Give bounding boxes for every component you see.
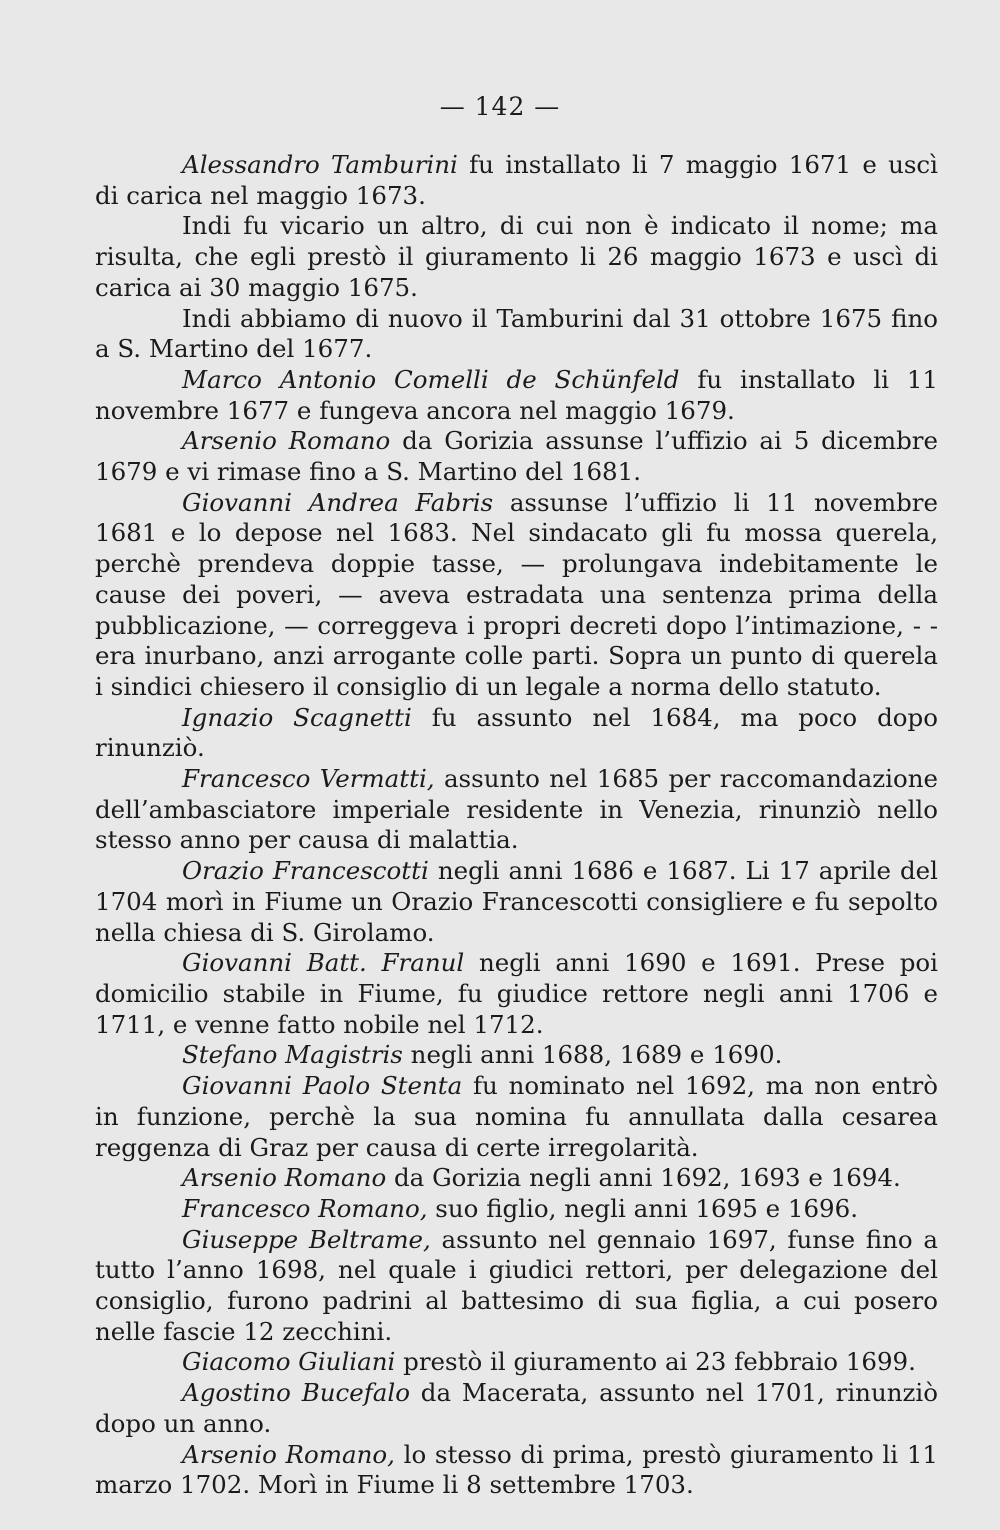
paragraph [95,1163,938,1194]
paragraph [95,764,938,856]
paragraph-text: fu assunto nel 1684, ma poco dopo rinunziò. [95,702,938,763]
person-name: Ignazio Scagnetti [182,702,412,732]
paragraph-text: fu installato li 7 maggio 1671 e uscì di carica nel maggio 1673. [95,150,938,210]
paragraph-text: Indi fu vicario un altro, di cui non è indicato il nome; ma risulta, che egli prestò il giuramento li 26 maggio 1673 e uscì di carica ai 30 maggio 1675. [95,211,938,302]
paragraph-text: fu installato li 11 novembre 1677 e fungeva ancora nel maggio 1679. [95,364,939,425]
paragraph [95,703,938,764]
paragraph [95,365,938,426]
person-name: Giovanni Andrea Fabris [182,487,494,517]
person-name: Arsenio Romano [182,426,391,456]
paragraph-text: negli anni 1688, 1689 e 1690. [402,1040,783,1070]
paragraph-text: assunto nel 1685 per raccomandazione dell’ambasciatore imperiale residente in Venezia, rinunziò nello stesso anno per causa di malattia. [95,764,938,855]
person-name: Marco Antonio Comelli de Schünfeld [182,364,680,394]
paragraph-text: negli anni 1690 e 1691. Prese poi domicilio stabile in Fiume, fu giudice rettore negli anni 1706 e 1711, e venne fatto nobile nel 1712. [95,948,938,1039]
paragraph [95,1347,938,1378]
person-name: Francesco Romano, [182,1193,428,1223]
person-name: Giovanni Paolo Stenta [182,1071,463,1101]
paragraph-text: da Gorizia negli anni 1692, 1693 e 1694. [386,1163,901,1193]
paragraph-text: negli anni 1686 e 1687. Li 17 aprile del 1704 morì in Fiume un Orazio Francescotti consigliere e fu sepolto nella chiesa di S. Girolamo. [95,856,939,947]
paragraph [95,150,938,211]
paragraph-text: fu nominato nel 1692, ma non entrò in funzione, perchè la sua nomina fu annullata dalla cesarea reggenza di Graz per causa di certe irregolarità. [95,1071,938,1162]
person-name: Arsenio Romano [182,1163,387,1193]
person-name: Francesco Vermatti, [182,764,435,794]
person-name: Giovanni Batt. Franul [182,948,465,978]
paragraph-text: Indi abbiamo di nuovo il Tamburini dal 31 ottobre 1675 fino a S. Martino del 1677. [95,303,938,364]
body-text [95,150,938,1501]
person-name: Alessandro Tamburini [182,150,458,179]
paragraph [95,304,938,365]
paragraph [95,1071,938,1163]
person-name: Stefano Magistris [182,1040,403,1070]
paragraph-text: assunto nel gennaio 1697, funse fino a tutto l’anno 1698, nel quale i giudici rettori, per delegazione del consiglio, furono padrini al battesimo di sua figlia, a cui posero nelle fascie 12 zecchini. [95,1224,938,1346]
paragraph [95,1040,938,1071]
paragraph [95,856,938,948]
person-name: Arsenio Romano, [182,1439,395,1469]
page-number: — 142 — [439,92,561,121]
paragraph [95,1378,938,1439]
paragraph-text: assunse l’uffizio li 11 novembre 1681 e lo depose nel 1683. Nel sindacato gli fu mossa querela, perchè prendeva doppie tasse, — prolungava indebitamente le cause dei poveri, — aveva estradata una sentenza prima della pubblicazione, — correggeva i propri decreti dopo l’intimazione, - - era inurbano, anzi arrogante colle parti. Sopra un punto di querela i sindici chiesero il consiglio di un legale a norma dello statuto. [95,487,938,701]
person-name: Orazio Francescotti [182,856,429,886]
paragraph [95,1194,938,1225]
paragraph [95,211,938,303]
paragraph-text: prestò il giuramento ai 23 febbraio 1699. [395,1347,916,1377]
paragraph-text: da Gorizia assunse l’uffizio ai 5 dicembre 1679 e vi rimase fino a S. Martino del 1681. [95,426,938,487]
paragraph-text: lo stesso di prima, prestò giuramento li 11 marzo 1702. Morì in Fiume li 8 settembre 1703. [95,1439,938,1500]
paragraph [95,1225,938,1348]
paragraph-text: da Macerata, assunto nel 1701, rinunziò dopo un anno. [95,1378,938,1438]
paragraph [95,1440,938,1501]
paragraph [95,426,938,487]
person-name: Agostino Bucefalo [182,1378,410,1408]
paragraph-text: suo figlio, negli anni 1695 e 1696. [427,1193,858,1223]
person-name: Giacomo Giuliani [182,1347,396,1377]
paragraph [95,488,938,703]
paragraph [95,948,938,1040]
person-name: Giuseppe Beltrame, [182,1224,431,1254]
